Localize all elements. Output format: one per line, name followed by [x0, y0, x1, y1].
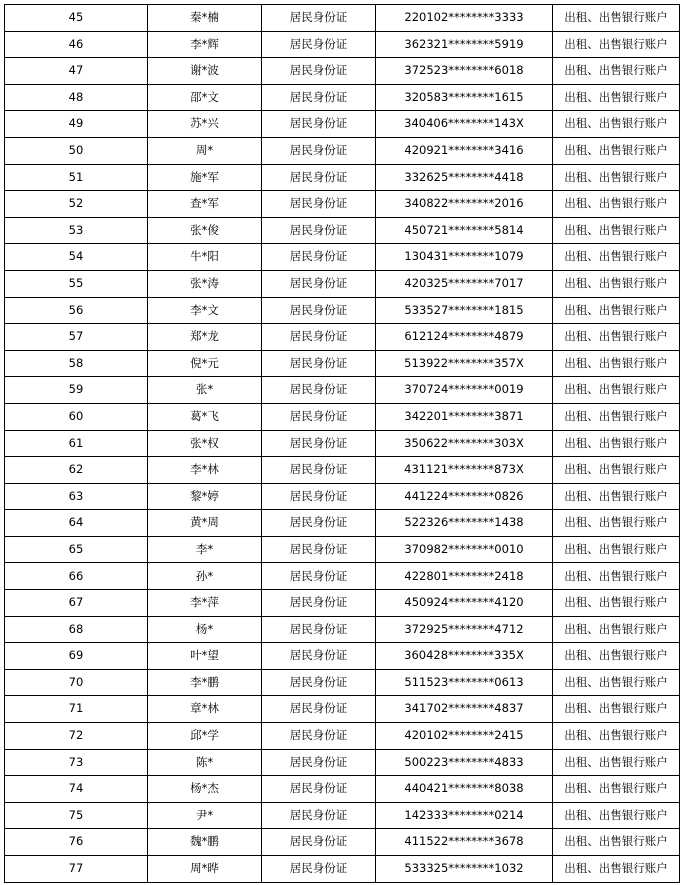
row-number-cell: 56 [5, 297, 148, 324]
row-number-cell: 58 [5, 350, 148, 377]
reason-cell: 出租、出售银行账户 [553, 377, 680, 404]
name-cell: 周*晔 [148, 856, 262, 883]
id-type-cell: 居民身份证 [262, 191, 376, 218]
row-number-cell: 70 [5, 669, 148, 696]
table-row [5, 457, 680, 484]
id-number-cell: 500223********4833 [376, 749, 553, 776]
name-cell: 李* [148, 536, 262, 563]
id-type-cell: 居民身份证 [262, 270, 376, 297]
id-number-cell: 420921********3416 [376, 137, 553, 164]
id-number-cell: 431121********873X [376, 457, 553, 484]
row-number-cell: 52 [5, 191, 148, 218]
id-type-cell: 居民身份证 [262, 643, 376, 670]
reason-cell: 出租、出售银行账户 [553, 31, 680, 58]
reason-cell: 出租、出售银行账户 [553, 669, 680, 696]
table-row [5, 217, 680, 244]
reason-cell: 出租、出售银行账户 [553, 84, 680, 111]
id-number-cell: 332625********4418 [376, 164, 553, 191]
table-row [5, 31, 680, 58]
table-row [5, 616, 680, 643]
reason-cell: 出租、出售银行账户 [553, 58, 680, 85]
id-number-cell: 372523********6018 [376, 58, 553, 85]
name-cell: 倪*元 [148, 350, 262, 377]
table-row [5, 297, 680, 324]
id-type-cell: 居民身份证 [262, 430, 376, 457]
reason-cell: 出租、出售银行账户 [553, 696, 680, 723]
table-row [5, 58, 680, 85]
name-cell: 施*军 [148, 164, 262, 191]
reason-cell: 出租、出售银行账户 [553, 297, 680, 324]
name-cell: 章*林 [148, 696, 262, 723]
id-number-cell: 441224********0826 [376, 483, 553, 510]
name-cell: 叶*望 [148, 643, 262, 670]
row-number-cell: 49 [5, 111, 148, 138]
row-number-cell: 75 [5, 802, 148, 829]
id-type-cell: 居民身份证 [262, 84, 376, 111]
row-number-cell: 46 [5, 31, 148, 58]
name-cell: 魏*鹏 [148, 829, 262, 856]
row-number-cell: 60 [5, 403, 148, 430]
id-type-cell: 居民身份证 [262, 563, 376, 590]
table-row [5, 84, 680, 111]
name-cell: 郑*龙 [148, 324, 262, 351]
table-row [5, 111, 680, 138]
id-type-cell: 居民身份证 [262, 483, 376, 510]
id-number-cell: 411522********3678 [376, 829, 553, 856]
row-number-cell: 61 [5, 430, 148, 457]
records-table-body [5, 5, 680, 883]
reason-cell: 出租、出售银行账户 [553, 856, 680, 883]
reason-cell: 出租、出售银行账户 [553, 829, 680, 856]
id-type-cell: 居民身份证 [262, 536, 376, 563]
table-row [5, 590, 680, 617]
table-row [5, 536, 680, 563]
id-type-cell: 居民身份证 [262, 776, 376, 803]
name-cell: 查*军 [148, 191, 262, 218]
reason-cell: 出租、出售银行账户 [553, 324, 680, 351]
row-number-cell: 45 [5, 5, 148, 32]
reason-cell: 出租、出售银行账户 [553, 350, 680, 377]
id-number-cell: 533325********1032 [376, 856, 553, 883]
id-type-cell: 居民身份证 [262, 802, 376, 829]
id-number-cell: 533527********1815 [376, 297, 553, 324]
name-cell: 邵*文 [148, 84, 262, 111]
id-type-cell: 居民身份证 [262, 856, 376, 883]
reason-cell: 出租、出售银行账户 [553, 749, 680, 776]
id-type-cell: 居民身份证 [262, 749, 376, 776]
name-cell: 李*林 [148, 457, 262, 484]
row-number-cell: 68 [5, 616, 148, 643]
id-type-cell: 居民身份证 [262, 403, 376, 430]
id-number-cell: 370724********0019 [376, 377, 553, 404]
row-number-cell: 64 [5, 510, 148, 537]
reason-cell: 出租、出售银行账户 [553, 590, 680, 617]
name-cell: 秦*楠 [148, 5, 262, 32]
table-row [5, 696, 680, 723]
row-number-cell: 62 [5, 457, 148, 484]
reason-cell: 出租、出售银行账户 [553, 244, 680, 271]
name-cell: 李*鹏 [148, 669, 262, 696]
id-type-cell: 居民身份证 [262, 324, 376, 351]
id-type-cell: 居民身份证 [262, 244, 376, 271]
id-number-cell: 320583********1615 [376, 84, 553, 111]
row-number-cell: 59 [5, 377, 148, 404]
id-number-cell: 362321********5919 [376, 31, 553, 58]
id-type-cell: 居民身份证 [262, 510, 376, 537]
name-cell: 李*辉 [148, 31, 262, 58]
id-type-cell: 居民身份证 [262, 590, 376, 617]
reason-cell: 出租、出售银行账户 [553, 776, 680, 803]
table-row [5, 324, 680, 351]
table-row [5, 483, 680, 510]
reason-cell: 出租、出售银行账户 [553, 616, 680, 643]
table-row [5, 856, 680, 883]
name-cell: 黄*周 [148, 510, 262, 537]
table-row [5, 350, 680, 377]
name-cell: 张*俊 [148, 217, 262, 244]
row-number-cell: 73 [5, 749, 148, 776]
id-type-cell: 居民身份证 [262, 669, 376, 696]
name-cell: 尹* [148, 802, 262, 829]
table-row [5, 829, 680, 856]
id-number-cell: 450924********4120 [376, 590, 553, 617]
name-cell: 谢*波 [148, 58, 262, 85]
table-row [5, 723, 680, 750]
name-cell: 黎*婷 [148, 483, 262, 510]
id-number-cell: 522326********1438 [376, 510, 553, 537]
reason-cell: 出租、出售银行账户 [553, 643, 680, 670]
id-type-cell: 居民身份证 [262, 111, 376, 138]
id-number-cell: 130431********1079 [376, 244, 553, 271]
id-number-cell: 450721********5814 [376, 217, 553, 244]
row-number-cell: 74 [5, 776, 148, 803]
id-number-cell: 511523********0613 [376, 669, 553, 696]
table-row [5, 510, 680, 537]
row-number-cell: 77 [5, 856, 148, 883]
table-row [5, 802, 680, 829]
reason-cell: 出租、出售银行账户 [553, 403, 680, 430]
id-type-cell: 居民身份证 [262, 297, 376, 324]
name-cell: 杨*杰 [148, 776, 262, 803]
name-cell: 周* [148, 137, 262, 164]
reason-cell: 出租、出售银行账户 [553, 430, 680, 457]
row-number-cell: 66 [5, 563, 148, 590]
records-table [4, 4, 680, 883]
row-number-cell: 72 [5, 723, 148, 750]
table-row [5, 403, 680, 430]
reason-cell: 出租、出售银行账户 [553, 563, 680, 590]
row-number-cell: 71 [5, 696, 148, 723]
name-cell: 陈* [148, 749, 262, 776]
table-row [5, 643, 680, 670]
id-type-cell: 居民身份证 [262, 616, 376, 643]
id-number-cell: 372925********4712 [376, 616, 553, 643]
id-type-cell: 居民身份证 [262, 164, 376, 191]
id-number-cell: 420325********7017 [376, 270, 553, 297]
row-number-cell: 76 [5, 829, 148, 856]
name-cell: 孙* [148, 563, 262, 590]
id-type-cell: 居民身份证 [262, 137, 376, 164]
table-row [5, 191, 680, 218]
id-number-cell: 340822********2016 [376, 191, 553, 218]
id-type-cell: 居民身份证 [262, 457, 376, 484]
row-number-cell: 67 [5, 590, 148, 617]
id-type-cell: 居民身份证 [262, 5, 376, 32]
id-number-cell: 360428********335X [376, 643, 553, 670]
table-row [5, 776, 680, 803]
id-type-cell: 居民身份证 [262, 377, 376, 404]
id-type-cell: 居民身份证 [262, 696, 376, 723]
id-number-cell: 420102********2415 [376, 723, 553, 750]
table-row [5, 563, 680, 590]
reason-cell: 出租、出售银行账户 [553, 5, 680, 32]
table-row [5, 270, 680, 297]
reason-cell: 出租、出售银行账户 [553, 137, 680, 164]
name-cell: 张*权 [148, 430, 262, 457]
reason-cell: 出租、出售银行账户 [553, 510, 680, 537]
reason-cell: 出租、出售银行账户 [553, 483, 680, 510]
reason-cell: 出租、出售银行账户 [553, 164, 680, 191]
id-type-cell: 居民身份证 [262, 31, 376, 58]
row-number-cell: 51 [5, 164, 148, 191]
row-number-cell: 55 [5, 270, 148, 297]
table-row [5, 430, 680, 457]
table-row [5, 164, 680, 191]
row-number-cell: 50 [5, 137, 148, 164]
table-row [5, 749, 680, 776]
row-number-cell: 54 [5, 244, 148, 271]
table-row [5, 5, 680, 32]
reason-cell: 出租、出售银行账户 [553, 217, 680, 244]
id-type-cell: 居民身份证 [262, 350, 376, 377]
id-number-cell: 370982********0010 [376, 536, 553, 563]
id-type-cell: 居民身份证 [262, 217, 376, 244]
name-cell: 张*涛 [148, 270, 262, 297]
table-row [5, 137, 680, 164]
name-cell: 苏*兴 [148, 111, 262, 138]
name-cell: 牛*阳 [148, 244, 262, 271]
id-number-cell: 342201********3871 [376, 403, 553, 430]
name-cell: 李*文 [148, 297, 262, 324]
table-row [5, 669, 680, 696]
id-number-cell: 350622********303X [376, 430, 553, 457]
id-number-cell: 142333********0214 [376, 802, 553, 829]
table-row [5, 377, 680, 404]
id-type-cell: 居民身份证 [262, 723, 376, 750]
id-number-cell: 220102********3333 [376, 5, 553, 32]
reason-cell: 出租、出售银行账户 [553, 457, 680, 484]
reason-cell: 出租、出售银行账户 [553, 536, 680, 563]
id-number-cell: 340406********143X [376, 111, 553, 138]
id-type-cell: 居民身份证 [262, 829, 376, 856]
name-cell: 邱*学 [148, 723, 262, 750]
reason-cell: 出租、出售银行账户 [553, 723, 680, 750]
row-number-cell: 47 [5, 58, 148, 85]
name-cell: 李*萍 [148, 590, 262, 617]
id-type-cell: 居民身份证 [262, 58, 376, 85]
id-number-cell: 341702********4837 [376, 696, 553, 723]
reason-cell: 出租、出售银行账户 [553, 270, 680, 297]
row-number-cell: 53 [5, 217, 148, 244]
row-number-cell: 65 [5, 536, 148, 563]
name-cell: 张* [148, 377, 262, 404]
id-number-cell: 440421********8038 [376, 776, 553, 803]
reason-cell: 出租、出售银行账户 [553, 191, 680, 218]
id-number-cell: 612124********4879 [376, 324, 553, 351]
row-number-cell: 48 [5, 84, 148, 111]
reason-cell: 出租、出售银行账户 [553, 802, 680, 829]
name-cell: 杨* [148, 616, 262, 643]
row-number-cell: 69 [5, 643, 148, 670]
id-number-cell: 422801********2418 [376, 563, 553, 590]
reason-cell: 出租、出售银行账户 [553, 111, 680, 138]
id-number-cell: 513922********357X [376, 350, 553, 377]
row-number-cell: 57 [5, 324, 148, 351]
table-row [5, 244, 680, 271]
row-number-cell: 63 [5, 483, 148, 510]
name-cell: 葛*飞 [148, 403, 262, 430]
